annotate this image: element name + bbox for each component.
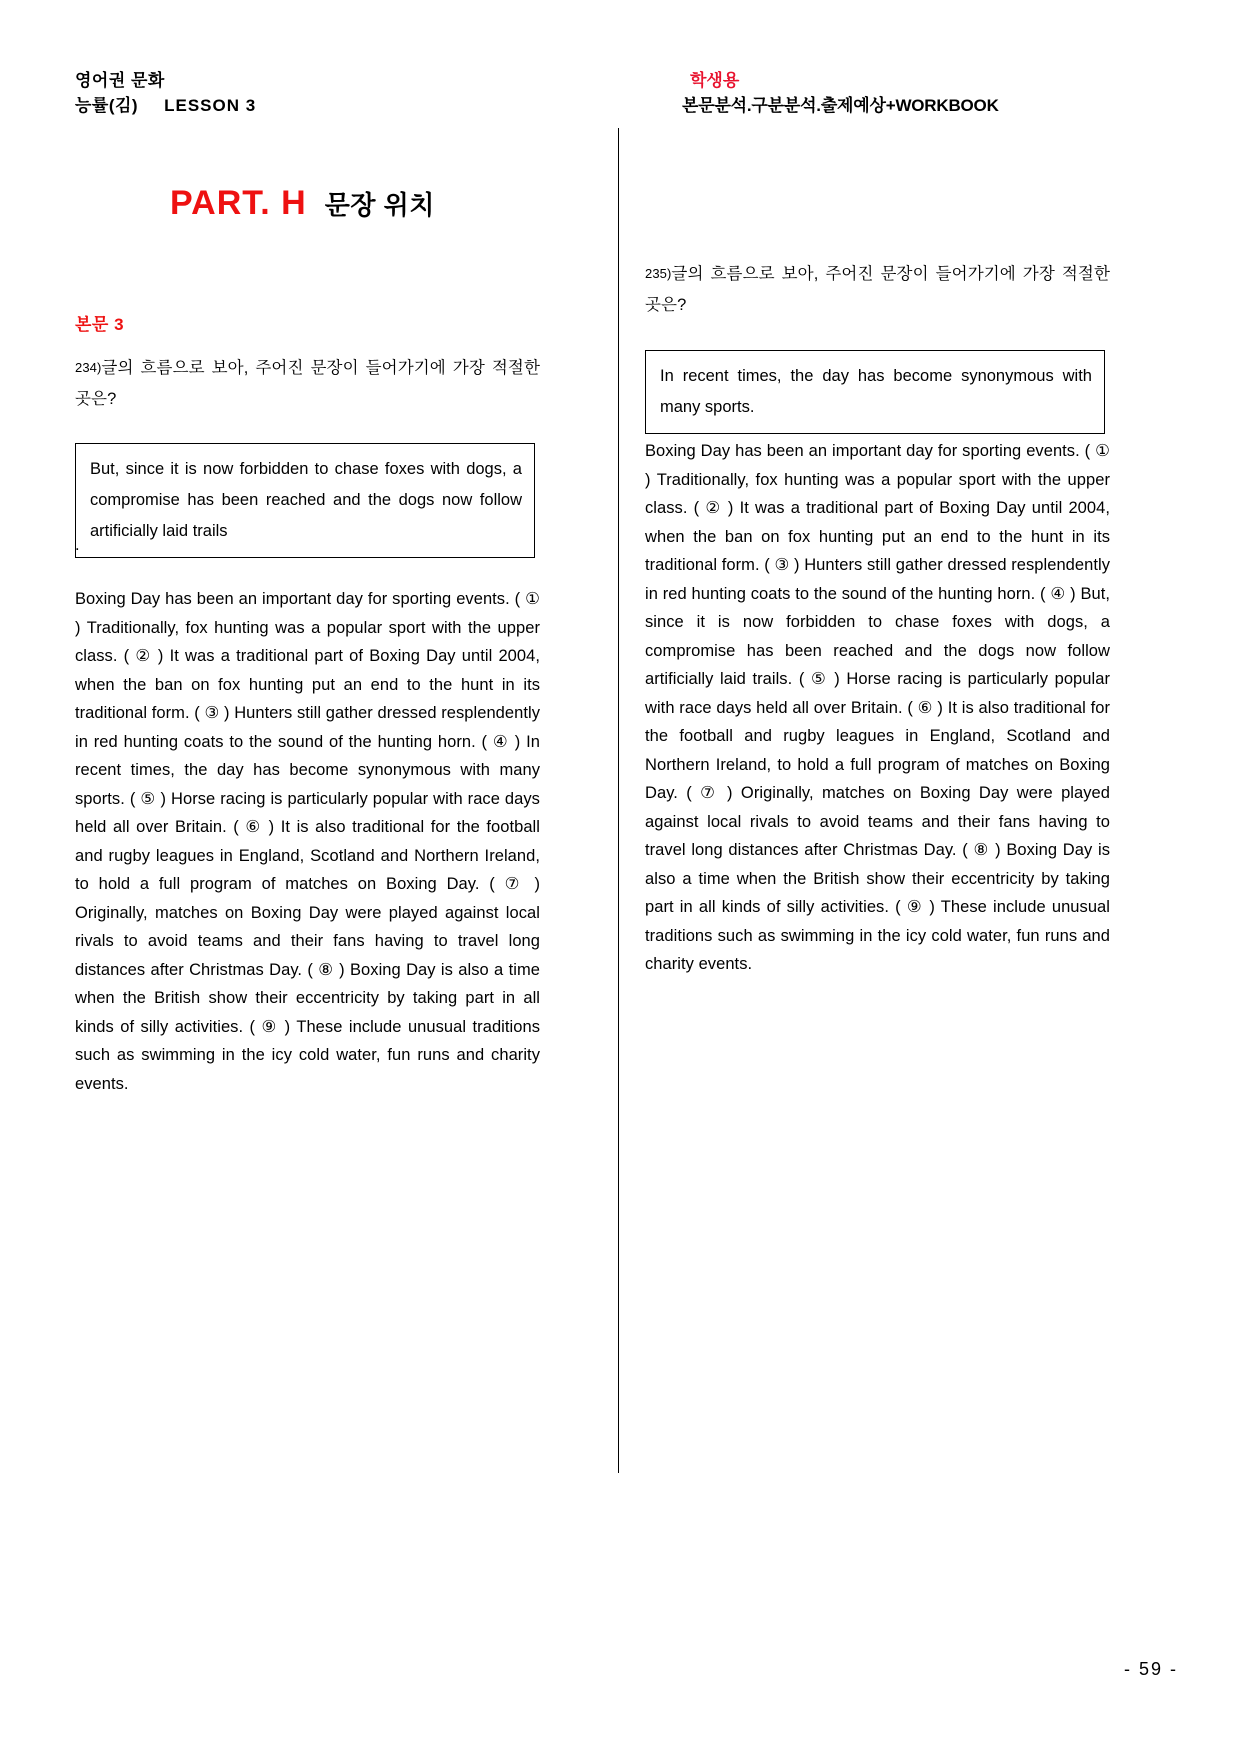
page-header (75, 68, 1180, 128)
header-lesson: LESSON 3 (164, 96, 257, 115)
column-divider (618, 128, 619, 1473)
given-sentence-234: But, since it is now forbidden to chase foxes with dogs, a compromise has been reached and the dogs now follow artificially laid trails (90, 460, 522, 540)
question-234 (75, 352, 540, 415)
part-label: PART. H (170, 184, 307, 222)
header-left (75, 68, 256, 118)
question-234-text: 글의 흐름으로 보아, 주어진 문장이 들어가기에 가장 적절한 곳은? (75, 359, 540, 408)
page-number: - 59 - (1123, 1659, 1178, 1679)
passage-text-234: Boxing Day has been an important day for sporting events. ( ① ) Traditionally, fox hunting was a popular sport with the upper class. ( ② ) It was a traditional part of Boxing Day until 2004, when the ban on fox hunting put an end to the hunt in its traditional form. ( ③ ) Hunters still gather dressed resplendently in red hunting coats to the sound of the hunting horn. ( ④ ) In recent times, the day has become synonymous with many sports. ( ⑤ ) Horse racing is particularly popular with race days held all over Britain. ( ⑥ ) It is also traditional for the football and rugby leagues in England, Scotland and Northern Ireland, to hold a full program of matches on Boxing Day. ( ⑦ ) Originally, matches on Boxing Day were played against local rivals to avoid teams and their fans having to travel long distances after Christmas Day. ( ⑧ ) Boxing Day is also a time when the British show their eccentricity by taking part in all kinds of silly activities. ( ⑨ ) These include unusual traditions such as swimming in the icy cold water, fun runs and charity events. (75, 590, 540, 1093)
header-book: 능률(김) (75, 96, 139, 115)
given-sentence-trailing-period: . (75, 536, 80, 554)
header-subject: 영어권 문화 (75, 71, 165, 90)
given-sentence-235: In recent times, the day has become synonymous with many sports. (660, 367, 1092, 416)
question-234-number: 234) (75, 360, 102, 375)
question-235-text: 글의 흐름으로 보아, 주어진 문장이 들어가기에 가장 적절한 곳은? (645, 265, 1110, 314)
section-label-passage-3: 본문 3 (75, 315, 125, 334)
header-workbook-subtitle: 본문분석.구분분석.출제예상+WORKBOOK (682, 96, 999, 115)
part-topic-label: 문장 위치 (324, 190, 435, 220)
given-sentence-box-235 (645, 350, 1105, 434)
header-student-badge: 학생용 (690, 71, 740, 90)
question-235 (645, 258, 1110, 321)
passage-text-235: Boxing Day has been an important day for sporting events. ( ① ) Traditionally, fox hunting was a popular sport with the upper class. ( ② ) It was a traditional part of Boxing Day until 2004, when the ban on fox hunting put an end to the hunt in its traditional form. ( ③ ) Hunters still gather dressed resplendently in red hunting coats to the sound of the hunting horn. ( ④ ) But, since it is now forbidden to chase foxes with dogs, a compromise has been reached and the dogs now follow artificially laid trails. ( ⑤ ) Horse racing is particularly popular with race days held all over Britain. ( ⑥ ) It is also traditional for the football and rugby leagues in England, Scotland and Northern Ireland, to hold a full program of matches on Boxing Day. ( ⑦ ) Originally, matches on Boxing Day were played against local rivals to avoid teams and their fans having to travel long distances after Christmas Day. ( ⑧ ) Boxing Day is also a time when the British show their eccentricity by taking part in all kinds of silly activities. ( ⑨ ) These include unusual traditions such as swimming in the icy cold water, fun runs and charity events. (645, 442, 1110, 973)
part-title (170, 184, 435, 223)
given-sentence-box-234 (75, 443, 535, 558)
question-235-number: 235) (645, 266, 672, 281)
header-right (682, 68, 999, 118)
header-book-lesson (75, 93, 256, 118)
